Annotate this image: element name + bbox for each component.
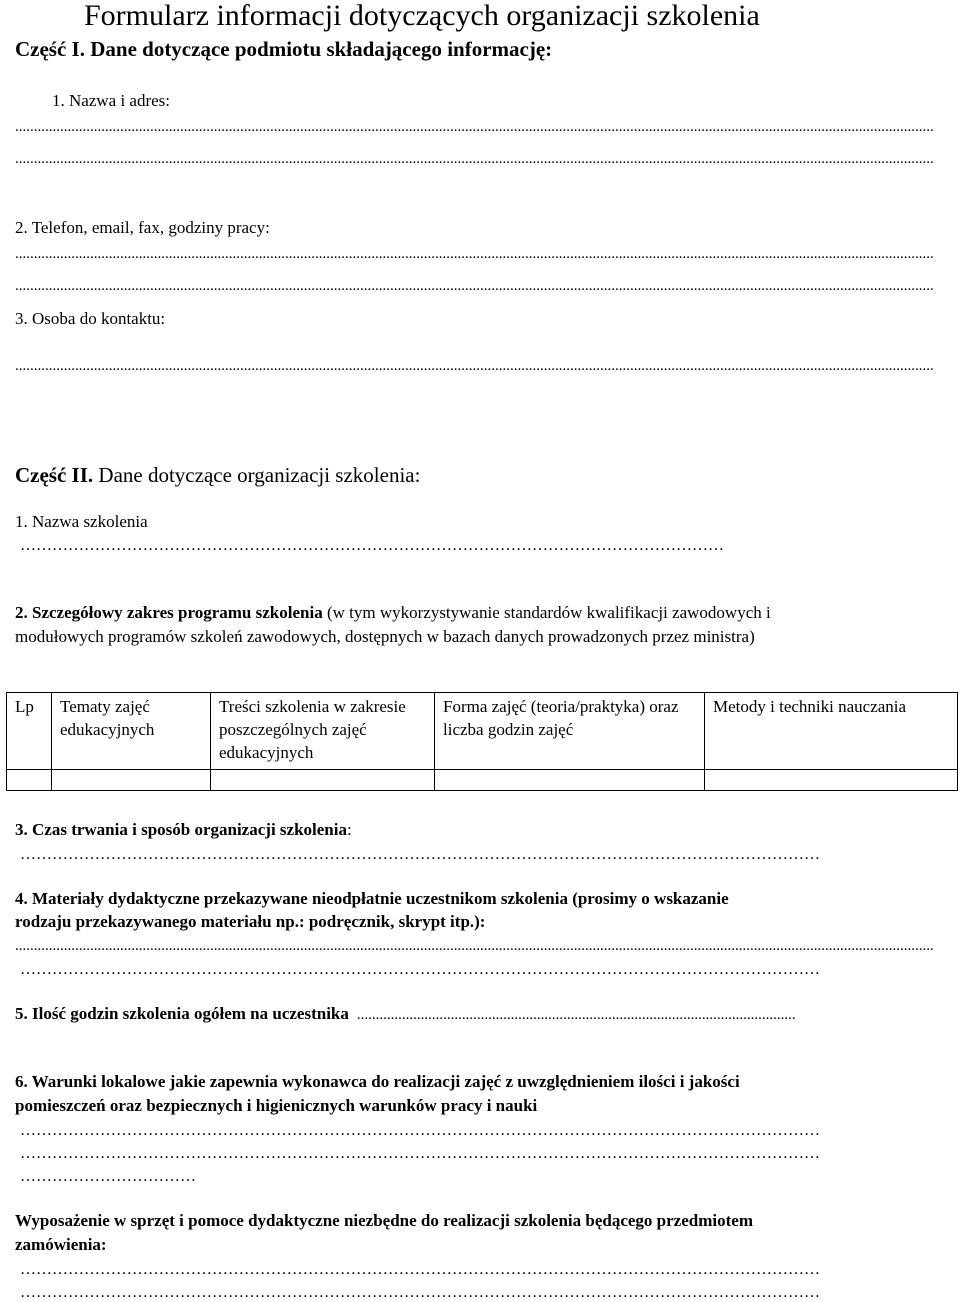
q2-program-scope-line2: modułowych programów szkoleń zawodowych, dostępnych w bazach danych prowadzonych przez ministra) <box>15 627 755 646</box>
q5-bold-part: 5. Ilość godzin szkolenia ogółem na uczestnika <box>15 1004 349 1023</box>
part2-heading <box>15 462 420 488</box>
table-cell[interactable] <box>435 770 705 791</box>
equipment-label: Wyposażenie w sprzęt i pomoce dydaktyczne niezbędne do realizacji szkolenia będącego przedmiotem <box>15 1211 753 1230</box>
fill-line[interactable]: ..................................................................................................................................................................................................................................................... <box>15 119 934 135</box>
fill-line[interactable]: …………………………………………………………………………………………………………………………………… <box>20 1122 820 1139</box>
fill-line[interactable]: ..................................................................................................................................................................................................................................................... <box>15 246 934 262</box>
col-header-methods: Metody i techniki nauczania <box>705 693 958 770</box>
fill-line[interactable]: ..................................................................................................................................................................................................................................................... <box>15 938 934 954</box>
q2-rest-part: (w tym wykorzystywanie standardów kwalifikacji zawodowych i <box>322 603 771 622</box>
page-title: Formularz informacji dotyczących organizacji szkolenia <box>84 0 760 32</box>
q1-name-address-label: 1. Nazwa i adres: <box>52 91 171 110</box>
program-table <box>6 692 958 791</box>
fill-line[interactable]: …………………………………………………………………………………………………………………………………… <box>20 1145 820 1162</box>
q2-program-scope-label <box>15 602 771 624</box>
table-row <box>7 770 958 791</box>
fill-line[interactable]: …………………………………………………………………………………………………………………………………… <box>20 1261 820 1278</box>
table-header-row <box>7 693 958 770</box>
q4-materials-label: 4. Materiały dydaktyczne przekazywane nieodpłatnie uczestnikom szkolenia (prosimy o wskazanie <box>15 889 729 908</box>
fill-line[interactable]: ..................................................................................................................... <box>356 1007 796 1023</box>
col-header-topics: Tematy zajęć edukacyjnych <box>52 693 211 770</box>
fill-line[interactable]: …………………………………………………………………………………………………………………………………… <box>20 1284 820 1301</box>
q4-materials-line2: rodzaju przekazywanego materiału np.: podręcznik, skrypt itp.): <box>15 912 486 931</box>
q2-contact-details-label: 2. Telefon, email, fax, godziny pracy: <box>15 218 270 237</box>
table-cell[interactable] <box>705 770 958 791</box>
part2-heading-label: Część II. <box>15 463 94 487</box>
fill-line[interactable]: ..................................................................................................................................................................................................................................................... <box>15 151 934 167</box>
q1-course-name-label: 1. Nazwa szkolenia <box>15 512 148 531</box>
q2-bold-part: 2. Szczegółowy zakres programu szkolenia <box>15 603 323 622</box>
fill-line[interactable]: ..................................................................................................................................................................................................................................................... <box>15 358 934 374</box>
q6-premises-line2: pomieszczeń oraz bezpiecznych i higienicznych warunków pracy i nauki <box>15 1096 538 1115</box>
q3-contact-person-label: 3. Osoba do kontaktu: <box>15 309 166 328</box>
q5-hours-label <box>15 1003 796 1025</box>
table-cell[interactable] <box>52 770 211 791</box>
fill-line[interactable]: …………………………………………………………………………………………………………………………………… <box>20 846 820 863</box>
q3-duration-label <box>15 819 352 841</box>
fill-line[interactable]: ..................................................................................................................................................................................................................................................... <box>15 278 934 294</box>
table-cell[interactable] <box>7 770 52 791</box>
part2-heading-text: Dane dotyczące organizacji szkolenia: <box>93 463 421 487</box>
fill-line[interactable]: …………………………………………………………………………………………………………………… <box>20 537 724 554</box>
table-cell[interactable] <box>211 770 435 791</box>
fill-line[interactable]: …………………………………………………………………………………………………………………………………… <box>20 961 820 978</box>
col-header-form: Forma zajęć (teoria/praktyka) oraz liczba godzin zajęć <box>435 693 705 770</box>
part1-heading: Część I. Dane dotyczące podmiotu składającego informację: <box>15 37 553 61</box>
equipment-line2: zamówienia: <box>15 1235 107 1254</box>
q6-premises-label: 6. Warunki lokalowe jakie zapewnia wykonawca do realizacji zajęć z uwzględnieniem ilości i jakości <box>15 1072 740 1091</box>
fill-line[interactable]: …………………………… <box>20 1168 196 1185</box>
col-header-content: Treści szkolenia w zakresie poszczególnych zajęć edukacyjnych <box>211 693 435 770</box>
q3-rest-part: : <box>346 820 352 839</box>
q3-bold-part: 3. Czas trwania i sposób organizacji szkolenia <box>15 820 347 839</box>
col-header-lp: Lp <box>7 693 52 770</box>
